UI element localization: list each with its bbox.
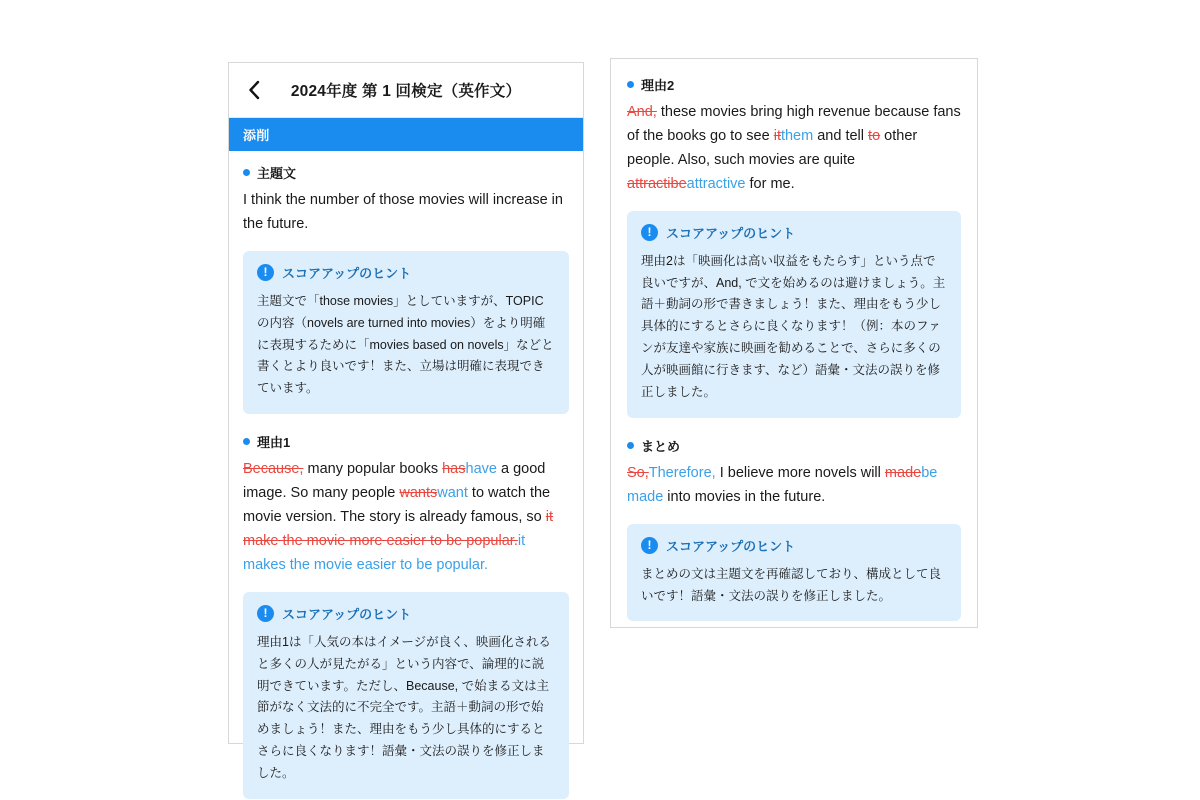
left-panel-body bbox=[229, 151, 583, 800]
block-heading bbox=[627, 75, 961, 94]
exclamation-icon: ! bbox=[257, 605, 274, 622]
deleted-text: wants bbox=[399, 485, 438, 502]
block-thesis bbox=[243, 163, 569, 414]
section-bar-correction: 添削 bbox=[229, 118, 583, 151]
hint-header bbox=[257, 604, 555, 623]
text-segment: other people. Also, such movies are quite bbox=[627, 127, 918, 168]
text-segment: I believe more novels will bbox=[715, 464, 885, 481]
chevron-left-icon[interactable] bbox=[243, 79, 265, 101]
block-conclusion bbox=[627, 436, 961, 622]
hint-card bbox=[627, 211, 961, 418]
text-segment: for me. bbox=[745, 175, 795, 192]
bullet-dot-icon bbox=[243, 169, 250, 176]
hint-body: 主題文で「those movies」としていますが、TOPICの内容（novels are turned into movies）をより明確に表現するために「movies based on novels」などと書くとより良いです！また、立場は明確に表現できています。 bbox=[257, 293, 554, 396]
hint-body: まとめの文は主題文を再確認しており、構成として良いです！語彙・文法の誤りを修正しました。 bbox=[641, 566, 942, 603]
text-segment: into movies in the future. bbox=[663, 488, 826, 505]
essay-paragraph bbox=[243, 189, 569, 237]
text-segment: a good image. So many people bbox=[243, 461, 546, 502]
deleted-text: made bbox=[884, 464, 922, 481]
block-heading-label: 理由1 bbox=[257, 435, 291, 451]
deleted-text: Because, bbox=[243, 461, 304, 478]
hint-body: 理由2は「映画化は高い収益をもたらす」という点で良いですが、And, で文を始めるのは避けましょう。主語＋動詞の形で書きましょう！また、理由をもう少し具体的にするとさらに良くなります！（例：本のファンが友達や家族に映画を勧めることで、さらに多くの人が映画館に行きます、など）語彙・文法の誤りを修正しました。 bbox=[641, 253, 946, 399]
inserted-text: Therefore, bbox=[648, 464, 716, 481]
block-heading bbox=[243, 432, 569, 451]
block-heading bbox=[243, 163, 569, 182]
deleted-text: attractibe bbox=[627, 175, 687, 192]
block-heading-label: まとめ bbox=[641, 438, 681, 454]
inserted-text: be made bbox=[627, 464, 938, 505]
text-segment: many popular books bbox=[303, 461, 443, 478]
deleted-text: to bbox=[868, 127, 881, 144]
right-panel-body bbox=[611, 59, 977, 639]
exclamation-icon: ! bbox=[641, 224, 658, 241]
hint-header bbox=[641, 223, 947, 242]
app-header bbox=[229, 63, 583, 118]
essay-paragraph bbox=[243, 458, 569, 578]
hint-title: スコアアップのヒント bbox=[666, 538, 796, 554]
hint-card bbox=[243, 251, 569, 414]
hint-header bbox=[641, 536, 947, 555]
inserted-text: want bbox=[437, 485, 468, 502]
hint-card bbox=[627, 524, 961, 622]
hint-title: スコアアップのヒント bbox=[282, 606, 412, 622]
bullet-dot-icon bbox=[627, 442, 634, 449]
deleted-text: So, bbox=[627, 464, 649, 481]
hint-header bbox=[257, 263, 555, 282]
inserted-text: have bbox=[465, 461, 497, 478]
deleted-text: it bbox=[773, 127, 781, 144]
inserted-text: attractive bbox=[686, 175, 746, 192]
page-title: 2024年度 第 1 回検定（英作文） bbox=[290, 83, 522, 100]
text-segment: and tell bbox=[813, 127, 869, 144]
text-segment: these movies bring high revenue because fans of the books go to see bbox=[627, 104, 961, 144]
hint-card bbox=[243, 592, 569, 799]
block-reason-2 bbox=[627, 75, 961, 418]
block-heading-label: 主題文 bbox=[257, 166, 297, 181]
text-segment: to watch the movie version. The story is already famous, so bbox=[243, 485, 551, 526]
bullet-dot-icon bbox=[243, 438, 250, 445]
inserted-text: it makes the movie easier to be popular. bbox=[243, 532, 526, 573]
hint-title: スコアアップのヒント bbox=[282, 265, 412, 281]
essay-paragraph bbox=[627, 101, 961, 197]
left-panel bbox=[228, 62, 584, 781]
deleted-text: And, bbox=[627, 104, 657, 120]
bullet-dot-icon bbox=[627, 81, 634, 88]
right-panel bbox=[610, 58, 978, 628]
inserted-text: them bbox=[780, 127, 814, 144]
block-reason-1 bbox=[243, 432, 569, 799]
text-segment: I think the number of those movies will increase in the future. bbox=[243, 192, 563, 232]
essay-paragraph bbox=[627, 462, 961, 510]
exclamation-icon: ! bbox=[257, 264, 274, 281]
exclamation-icon: ! bbox=[641, 537, 658, 554]
hint-body: 理由1は「人気の本はイメージが良く、映画化されると多くの人が見たがる」という内容で、論理的に説明できています。ただし、Because, で始まる文は主節がなく文法的に不完全です。主語＋動詞の形で始めましょう！また、理由をもう少し具体的にするとさらに良くなります！語彙・文法の誤りを修正しました。 bbox=[257, 634, 551, 781]
block-heading-label: 理由2 bbox=[641, 78, 675, 93]
deleted-text: it make the movie more easier to be popular. bbox=[243, 509, 553, 549]
block-heading bbox=[627, 436, 961, 455]
hint-title: スコアアップのヒント bbox=[666, 225, 796, 241]
deleted-text: has bbox=[442, 461, 466, 478]
